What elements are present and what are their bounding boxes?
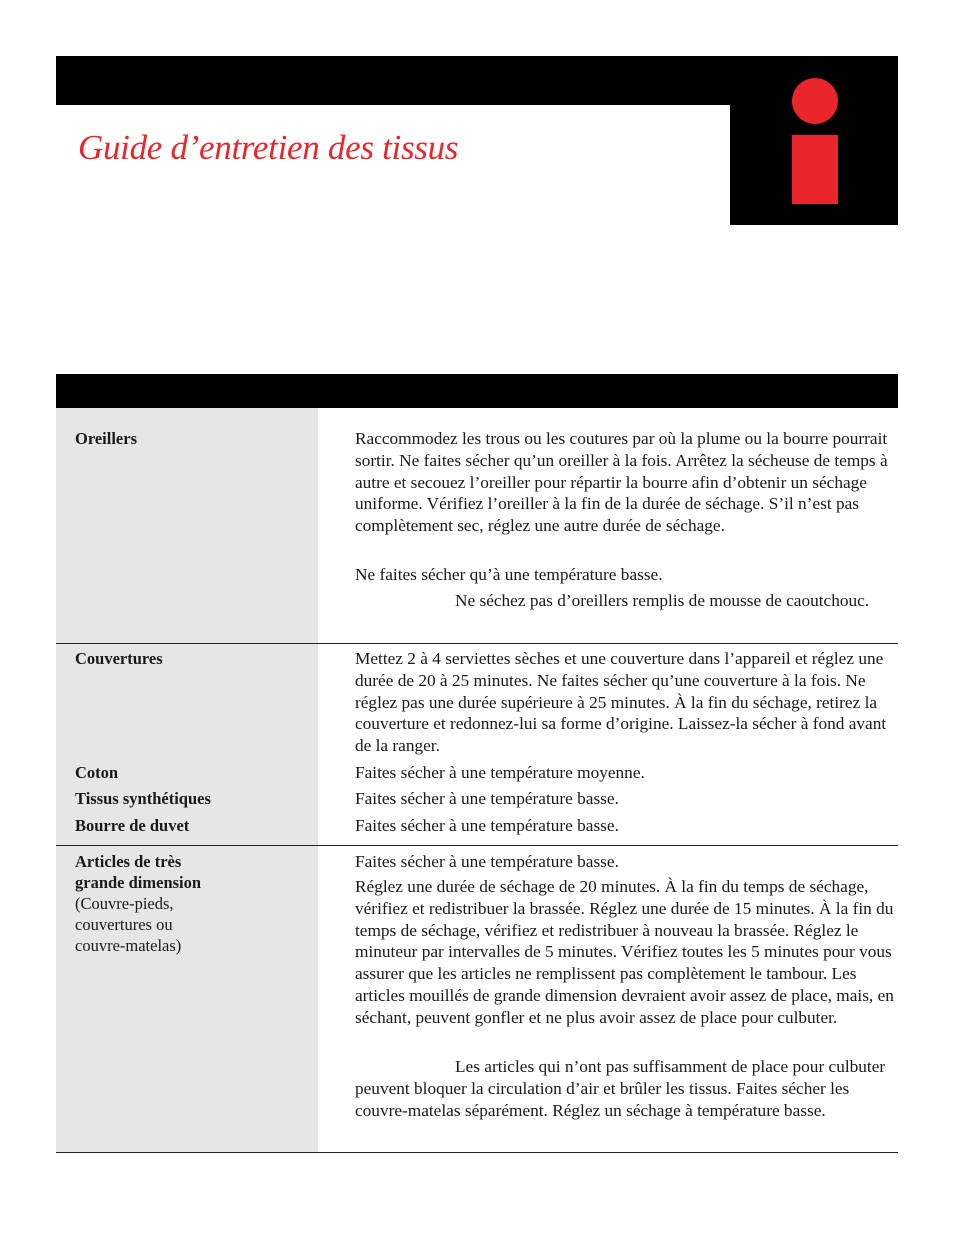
sub-item-label: Coton	[75, 763, 119, 782]
sub-item-text: Faites sécher à une température basse.	[355, 816, 619, 835]
sub-item-text: Faites sécher à une température moyenne.	[355, 763, 645, 782]
sub-item-label: Bourre de duvet	[75, 816, 190, 835]
page-title: Guide d’entretien des tissus	[78, 128, 459, 167]
row-paragraph: Ne faites sécher qu’à une température basse.	[355, 565, 663, 584]
sub-item-label: Tissus synthétiques	[75, 789, 211, 808]
info-icon	[792, 78, 838, 124]
header-bar	[56, 56, 898, 105]
table-row-oreillers	[56, 408, 898, 644]
table-row-articles-grande-dimension	[56, 846, 898, 1153]
row-label-note: (Couvre-pieds, couvertures ou couvre-matelas)	[75, 894, 182, 955]
row-paragraph: Ne séchez pas d’oreillers remplis de mousse de caoutchouc.	[455, 591, 870, 610]
row-paragraph: Réglez une durée de séchage de 20 minutes. À la fin du temps de séchage, vérifiez et redistribuer la brassée. Réglez une durée de 15 minutes. À la fin du temps de séchage, vérifiez et redistribuer à nouveau la brassée. Réglez le minuteur par intervalles de 5 minutes. Vérifiez toutes les 5 minutes pour vous assurer que les articles ne remplissent pas complètement le tambour. Les articles mouillés de grande dimension devraient avoir assez de place, mais, en séchant, peuvent gonfler et ne plus avoir assez de place pour culbuter.	[355, 877, 894, 1027]
row-paragraph: Faites sécher à une température basse.	[355, 852, 619, 871]
info-icon-stem	[792, 135, 838, 204]
table-row-couvertures	[56, 644, 898, 846]
sub-item-text: Faites sécher à une température basse.	[355, 789, 619, 808]
row-label: Couvertures	[75, 649, 163, 668]
row-label: Oreillers	[75, 429, 138, 448]
row-paragraph: Mettez 2 à 4 serviettes sèches et une couverture dans l’appareil et réglez une durée de 20 à 25 minutes. Ne faites sécher qu’une couverture à la fois. Ne réglez pas une durée supérieure à 25 minutes. À la fin du séchage, retirez la couverture et redonnez-lui sa forme d’origine. Laissez-la sécher à fond avant de la ranger.	[355, 649, 887, 756]
row-label: Articles de très grande dimension	[75, 852, 202, 892]
row-paragraph: Les articles qui n’ont pas suffisamment de place pour culbuter peuvent bloquer la circulation d’air et brûler les tissus. Faites sécher les couvre-matelas séparément. Réglez un séchage à température basse.	[355, 1057, 886, 1120]
table-header-bar	[56, 374, 898, 408]
row-paragraph: Raccommodez les trous ou les coutures par où la plume ou la bourre pourrait sortir. Ne faites sécher qu’un oreiller à la fois. Arrêtez la sécheuse de temps à autre et secouez l’oreiller pour répartir la bourre afin d’obtenir un séchage uniforme. Vérifiez l’oreiller à la fin de la durée de séchage. S’il n’est pas complètement sec, réglez une autre durée de séchage.	[355, 429, 888, 536]
